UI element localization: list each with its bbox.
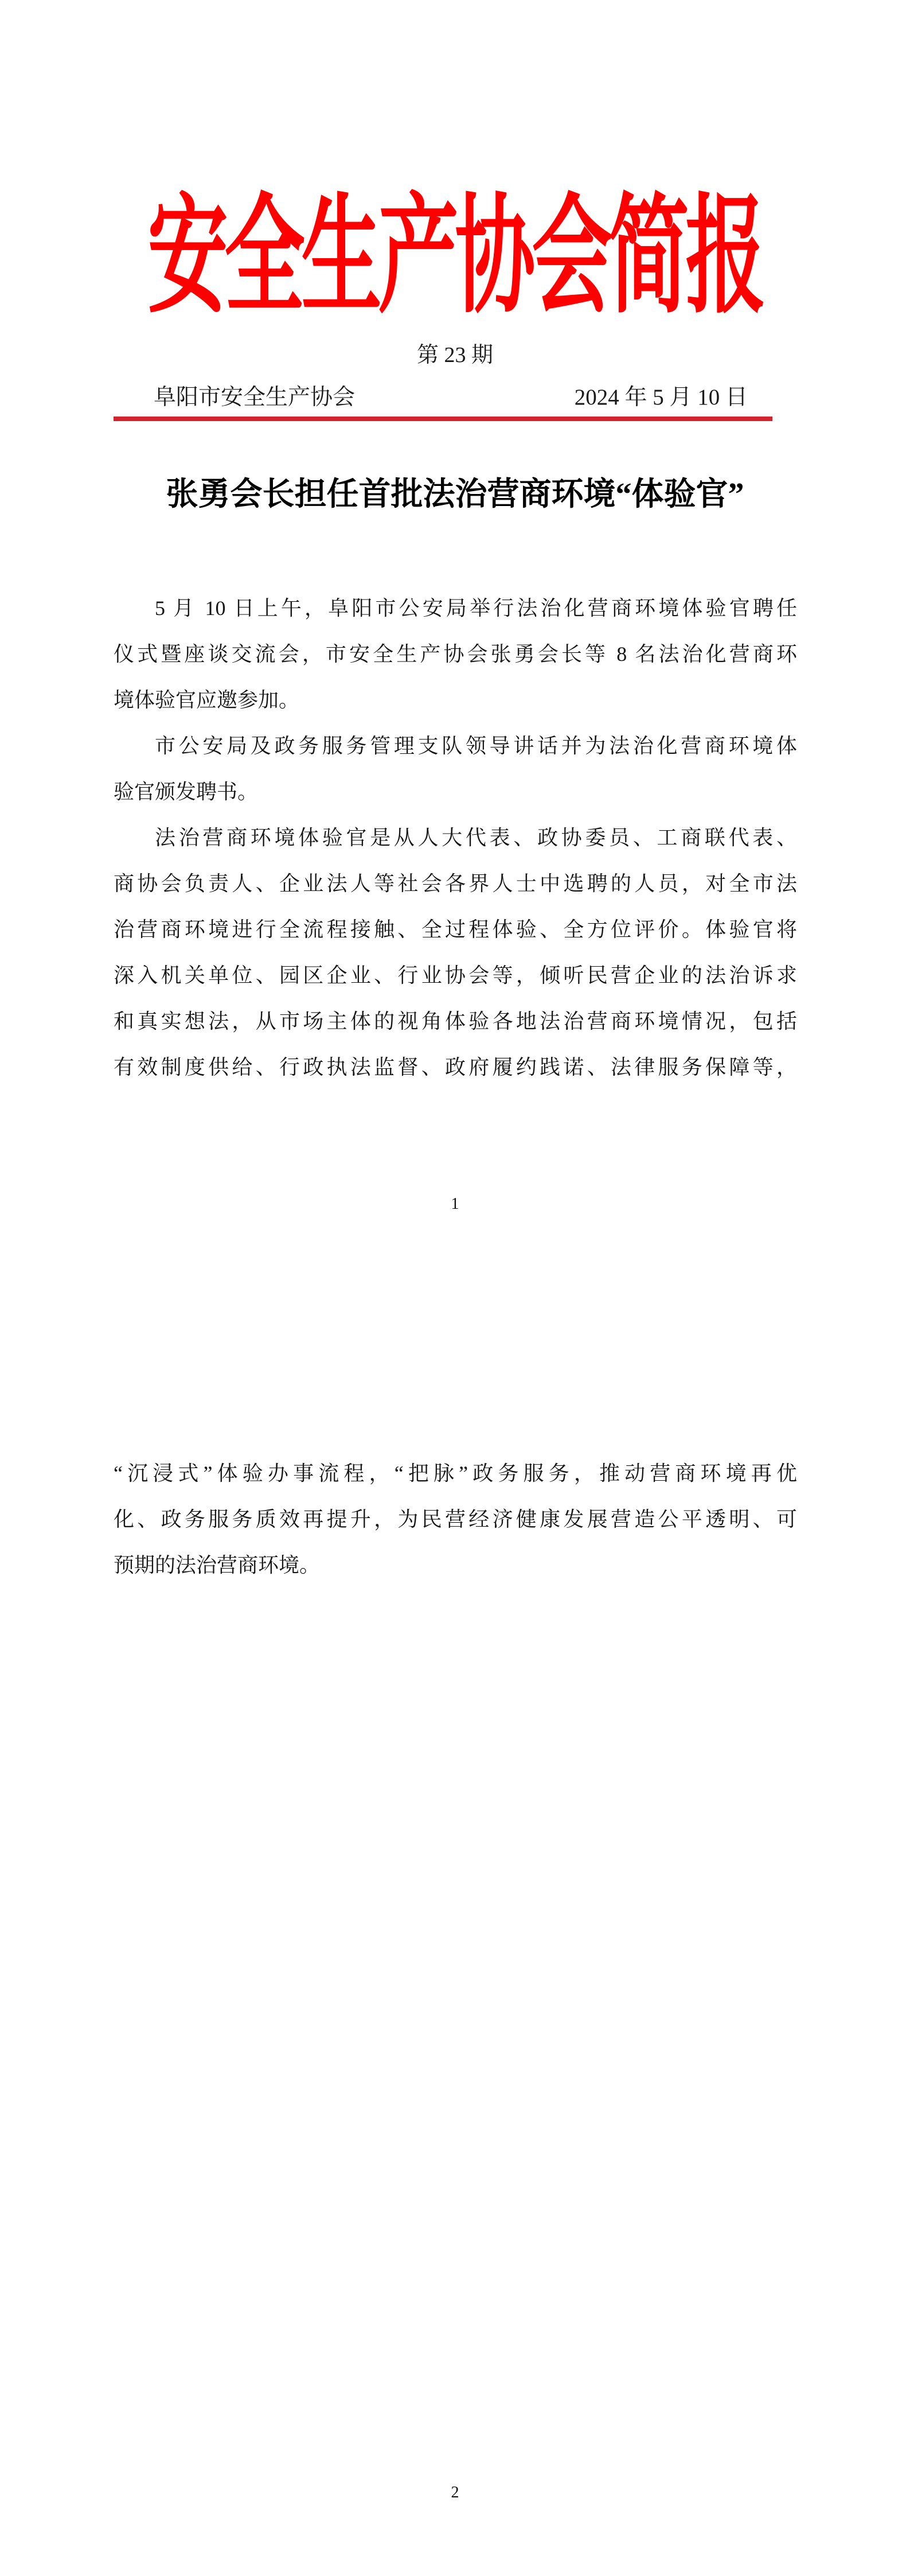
page1-number: 1 — [451, 1195, 459, 1213]
body-line: 法治营商环境体验官是从人大代表、政协委员、工商联代表、 — [155, 826, 797, 849]
body-line: 有效制度供给、行政执法监督、政府履约践诺、法律服务保障等， — [114, 1056, 797, 1079]
body-line: 治营商环境进行全流程接触、全过程体验、全方位评价。体验官将 — [114, 918, 797, 941]
issue-number: 第 23 期 — [416, 343, 493, 367]
body-line: 市公安局及政务服务管理支队领导讲话并为法治化营商环境体 — [155, 734, 797, 757]
masthead-info-row — [114, 384, 797, 411]
body-line: 验官颁发聘书。 — [114, 780, 259, 803]
page1-body — [114, 585, 797, 1090]
publish-date: 2024 年 5 月 10 日 — [574, 385, 748, 410]
body-line: “沉浸式”体验办事流程，“把脉”政务服务，推动营商环境再优 — [114, 1462, 797, 1485]
article-headline: 张勇会长担任首批法治营商环境“体验官” — [166, 477, 744, 512]
bulletin-title: 安全生产协会简报 — [147, 186, 763, 329]
organization-name: 阜阳市安全生产协会 — [154, 385, 356, 410]
page2-number: 2 — [451, 2484, 459, 2501]
body-line: 预期的法治营商环境。 — [114, 1554, 321, 1577]
body-line: 仪式暨座谈交流会，市安全生产协会张勇会长等 8 名法治化营商环 — [114, 643, 797, 666]
body-line: 和真实想法，从市场主体的视角体验各地法治营商环境情况，包括 — [114, 1010, 797, 1033]
body-line: 5 月 10 日上午，阜阳市公安局举行法治化营商环境体验官聘任 — [155, 597, 797, 620]
page2-body — [114, 1450, 797, 1588]
body-line: 境体验官应邀参加。 — [114, 688, 300, 711]
body-line: 商协会负责人、企业法人等社会各界人士中选聘的人员，对全市法 — [114, 872, 797, 895]
masthead-rule — [114, 417, 772, 421]
body-line: 深入机关单位、园区企业、行业协会等，倾听民营企业的法治诉求 — [114, 964, 797, 987]
body-line: 化、政务服务质效再提升，为民营经济健康发展营造公平透明、可 — [114, 1508, 797, 1531]
